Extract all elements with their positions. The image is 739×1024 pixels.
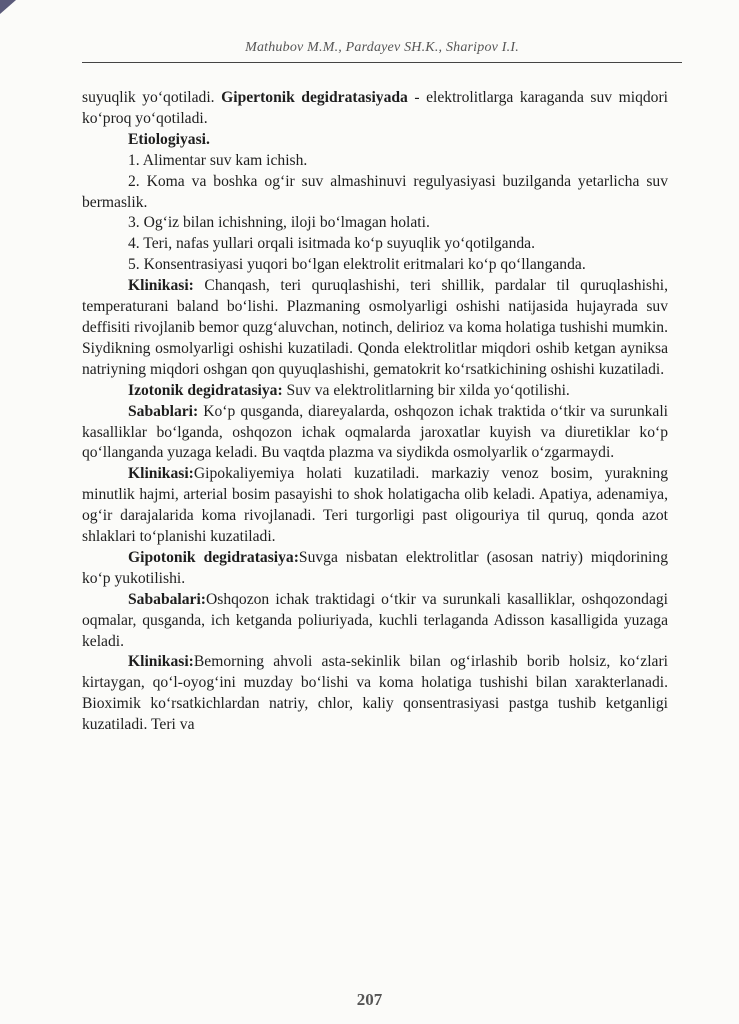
list-item: 4. Teri, nafas yullari orqali isitmada ko‘p suyuqlik yo‘qotilganda. <box>128 235 536 253</box>
page-body <box>82 88 668 736</box>
paragraph-intro: suyuqlik yo‘qotiladi. Gipertonik degidratasiyada - elektrolitlarga karaganda suv miqdori ko‘proq yo‘qotiladi. <box>82 89 668 127</box>
paragraph-sabablari: Sabablari: Ko‘p qusganda, diareyalarda, oshqozon ichak traktida o‘tkir va surunkali kasalliklar bo‘lganda, oshqozon ichak oqmalarda jaroxatlar kuyish va diuretiklar ko‘p qo‘llanganda yuzaga keladi. Bu vaqtda plazma va siydikda osmolyarlik o‘zgarmaydi. <box>82 402 668 462</box>
paragraph-sababalari: Sababalari:Oshqozon ichak traktidagi o‘tkir va surunkali kasalliklar, oshqozondagi oqmalar, qusganda, ich ketganda poliuriyada, kuchli terlaganda Adisson kasalligida yuzaga keladi. <box>82 590 668 650</box>
paragraph-gipotonik: Gipotonik degidratasiya:Suvga nisbatan elektrolitlar (asosan natriy) miqdorining ko‘p yukotilishi. <box>82 548 668 587</box>
term-sabablari: Sabablari: <box>128 402 199 420</box>
page-number: 207 <box>356 990 383 1009</box>
section-heading-etiologiya: Etiologiyasi. <box>128 130 210 148</box>
list-item: 5. Konsentrasiyasi yuqori bo‘lgan elektrolit eritmalari ko‘p qo‘llanganda. <box>128 256 586 274</box>
term-klinikasi: Klinikasi: <box>128 465 194 483</box>
list-item: 1. Alimentar suv kam ichish. <box>128 151 308 169</box>
term-gipertonik: Gipertonik degidratasiyada <box>221 89 408 106</box>
paragraph-izotonik: Izotonik degidratasiya: Suv va elektrolitlarning bir xilda yo‘qotilishi. <box>128 381 570 399</box>
page-corner-mark <box>0 0 16 14</box>
paragraph-klinikasi-1: Klinikasi: Chanqash, teri quruqlashishi, teri shillik, pardalar til quruqlashishi, temperaturani baland bo‘lishi. Plazmaning osmolyarligi oshishi natijasida hujayrada suv deffisiti rivojlanib bemor quzg‘aluvchan, notinch, delirioz va koma holatiga tushishi mumkin. Siydikning osmolyarligi oshishi kuzatiladi. Qonda elektrolitlar miqdori oshib ketgan ayniksa natriyning miqdori oshgan qon quyuqlashishi, gematokrit ko‘rsatkichining oshishi kuzatiladi. <box>82 277 668 378</box>
term-sababalari: Sababalari: <box>128 590 206 608</box>
paragraph-klinikasi-2: Klinikasi:Gipokaliyemiya holati kuzatiladi. markaziy venoz bosim, yurakning minutlik hajmi, arterial bosim pasayishi to shok holatigacha olib keladi. Apatiya, adenamiya, og‘ir darajalarida koma rivojlanadi. Teri turgorligi past oligouriya til quruq, qonda azot shlaklari to‘planishi kuzatiladi. <box>82 465 668 546</box>
list-item: 3. Og‘iz bilan ichishning, iloji bo‘lmagan holati. <box>128 214 430 232</box>
term-izotonik: Izotonik degidratasiya: <box>128 381 283 399</box>
list-item: 2. Koma va boshka og‘ir suv almashinuvi regulyasiyasi buzilganda yetarlicha suv bermaslik. <box>82 172 668 211</box>
paragraph-klinikasi-3: Klinikasi:Bemorning ahvoli asta-sekinlik bilan og‘irlashib borib holsiz, ko‘zlari kirtaygan, qo‘l-oyog‘ini muzday bo‘lishi va koma holatiga tushishi bilan xarakterlanadi. Bioximik ko‘rsatkichlardan natriy, chlor, kaliy qonsentrasiyasi pastga tushib ketganligi kuzatiladi. Teri va <box>82 653 668 734</box>
term-klinikasi: Klinikasi: <box>128 653 194 671</box>
running-header: Mathubov M.M., Pardayev SH.K., Sharipov I.I. <box>245 40 519 55</box>
term-gipotonik: Gipotonik degidratasiya: <box>128 548 299 566</box>
header-rule <box>82 62 682 63</box>
term-klinikasi: Klinikasi: <box>128 277 194 295</box>
